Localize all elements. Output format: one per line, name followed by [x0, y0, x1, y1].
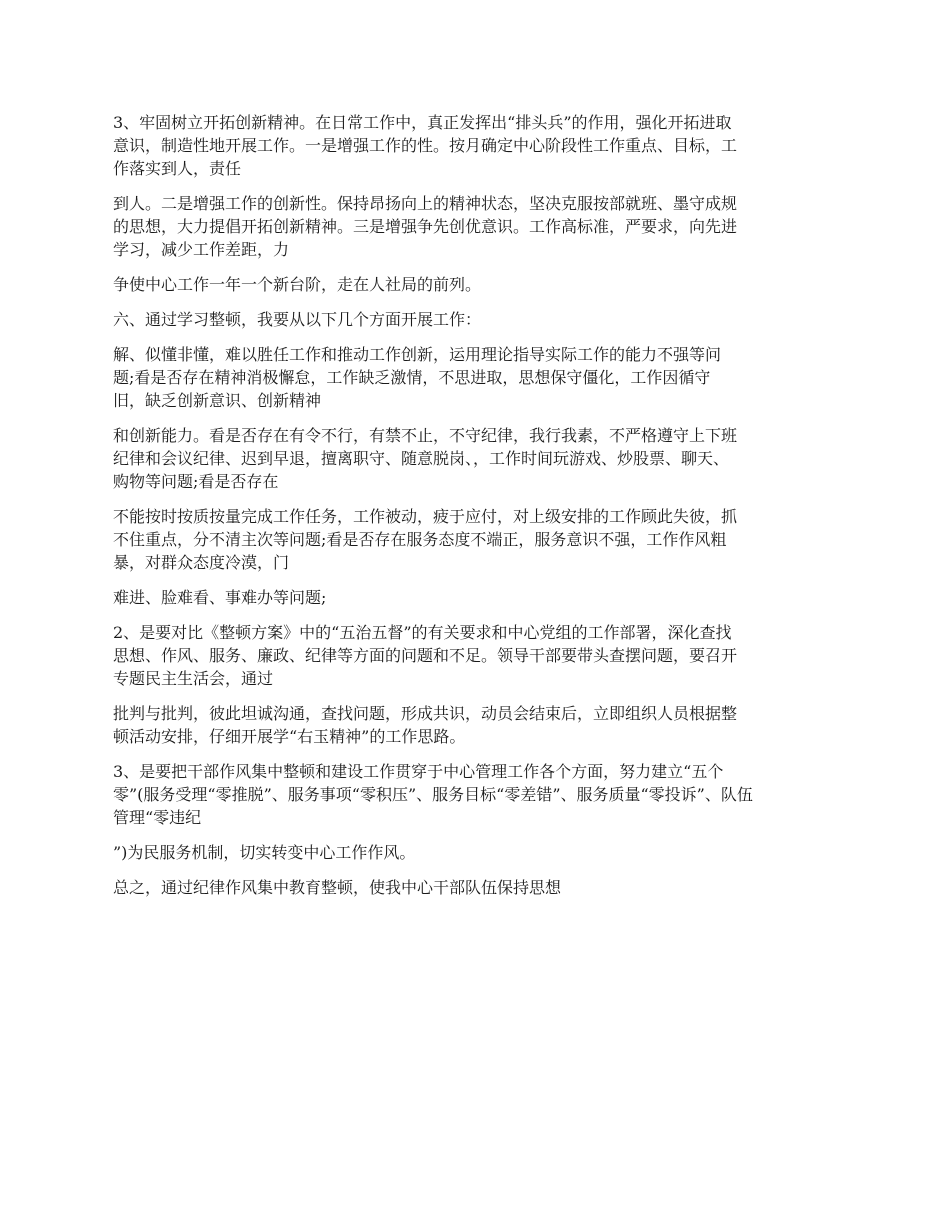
paragraph-1: 3、牢固树立开拓创新精神。在日常工作中，真正发挥出“排头兵”的作用，强化开拓进取 意识，制造性地开展工作。一是增强工作的性。按月确定中心阶段性工作重点、目标，工 作落实到人，责任: [113, 113, 738, 178]
paragraph-13: 总之，通过纪律作风集中教育整顿，使我中心干部队伍保持思想: [113, 878, 562, 897]
paragraph-5: 解、似懂非懂，难以胜任工作和推动工作创新，运用理论指导实际工作的能力不强等问 题;看是否存在精神消极懈怠，工作缺乏激情，不思进取，思想保守僵化，工作因循守 旧，缺乏创新意识、创新精神: [113, 345, 722, 410]
paragraph-12: ”)为民服务机制，切实转变中心工作作风。: [113, 843, 416, 862]
document-body: [113, 111, 840, 911]
paragraph-10: 批判与批判，彼此坦诚沟通，查找问题，形成共识，动员会结束后，立即组织人员根据整 顿活动安排，仔细开展学“右玉精神”的工作思路。: [113, 704, 738, 746]
paragraph-4: 六、通过学习整顿，我要从以下几个方面开展工作：: [113, 310, 482, 329]
paragraph-11: 3、是要把干部作风集中整顿和建设工作贯穿于中心管理工作各个方面，努力建立“五个 零”(服务受理“零推脱”、服务事项“零积压”、服务目标“零差错”、服务质量“零投诉”、队伍 管理“零违纪: [113, 762, 753, 827]
paragraph-8: 难进、脸难看、事难办等问题;: [113, 588, 327, 607]
paragraph-6: 和创新能力。看是否存在有令不行，有禁不止，不守纪律，我行我素，不严格遵守上下班 纪律和会议纪律、迟到早退，擅离职守、随意脱岗、，工作时间玩游戏、炒股票、聊天、 购物等问题;看是否存在: [113, 426, 738, 491]
paragraph-9: 2、是要对比《整顿方案》中的“五治五督”的有关要求和中心党组的工作部署，深化查找 思想、作风、服务、廉政、纪律等方面的问题和不足。领导干部要带头查摆问题，要召开 专题民主生活会，通过: [113, 623, 738, 688]
paragraph-7: 不能按时按质按量完成工作任务，工作被动，疲于应付，对上级安排的工作顾此失彼，抓 不住重点，分不清主次等问题;看是否存在服务态度不端正，服务意识不强，工作作风粗 暴，对群众态度冷漠，门: [113, 507, 738, 572]
paragraph-3: 争使中心工作一年一个新台阶，走在人社局的前列。: [113, 275, 482, 294]
paragraph-2: 到人。二是增强工作的创新性。保持昂扬向上的精神状态，坚决克服按部就班、墨守成规 的思想，大力提倡开拓创新精神。三是增强争先创优意识。工作高标准，严要求，向先进 学习，减少工作差距，力: [113, 194, 738, 259]
